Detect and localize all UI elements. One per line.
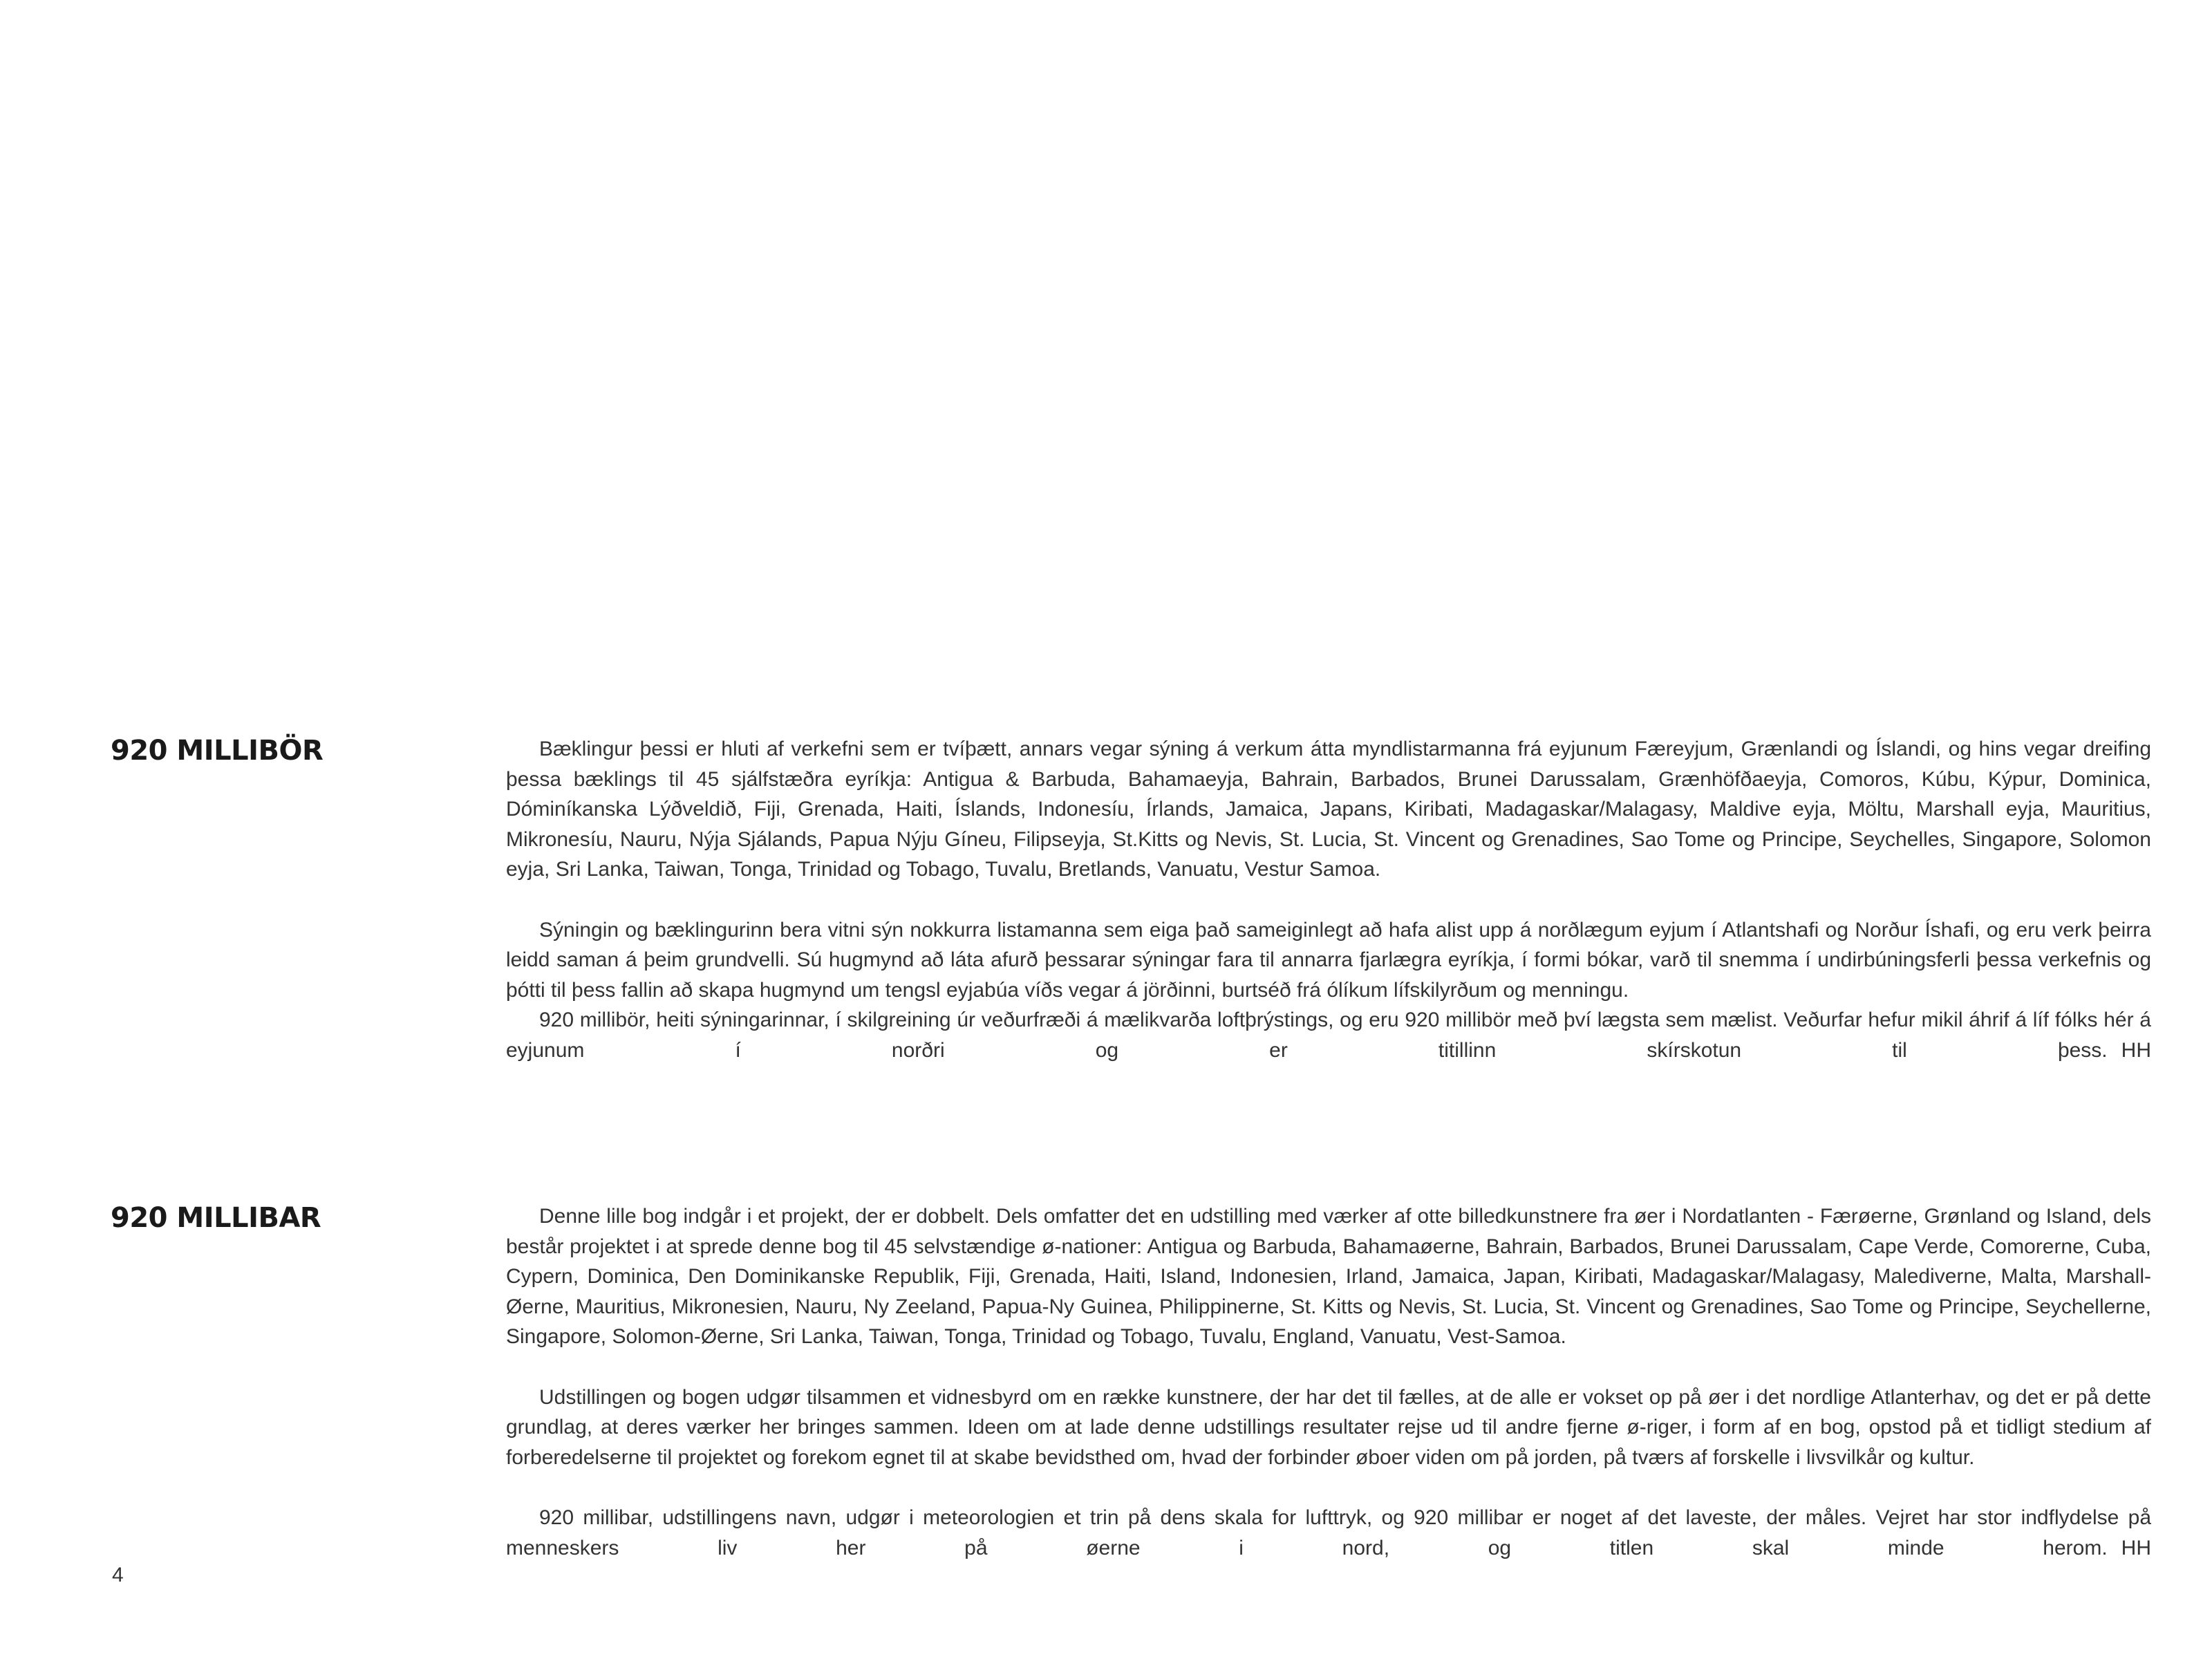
signature: HH [2121,1038,2151,1062]
section-body [506,734,2151,1096]
paragraph: Sýningin og bæklingurinn bera vitni sýn nokkurra listamanna sem eiga það sameiginlegt að hafa alist upp á norðlægum eyjum í Atlantshafi og Norður Íshafi, og eru verk þeirra leidd saman á þeim grundvelli. Sú hugmynd að láta afurð þessarar sýningar fara til annarra fjarlægra eyríkja, í formi bókar, varð til snemma í undirbúningsferli þessa verkefnis og þótti til þess fallin að skapa hugmynd um tengsl eyjabúa víðs vegar á jörðinni, burtséð frá ólíkum lífskilyrðum og menningu. [506,918,2151,1002]
paragraph [506,1503,2151,1593]
paragraph-text: 920 millibör, heiti sýningarinnar, í skilgreining úr veðurfræði á mælikvarða loftþrýstings, og eru 920 millibör með því lægsta sem mælist. Veðurfar hefur mikil áhrif á líf fólks hér á eyjunum í norðri og er titillinn skírskotun til þess. [506,1009,2151,1062]
page-number: 4 [112,1564,124,1586]
section-title: 920 MILLIBAR [111,1202,321,1234]
paragraph [506,1005,2151,1096]
paragraph: Udstillingen og bogen udgør tilsammen et vidnesbyrd om en række kunstnere, der har det til fælles, at de alle er vokset op på øer i det nordlige Atlanterhav, og det er på dette grundlag, at deres værker her bringes sammen. Ideen om at lade denne udstillings resultater rejse ud til andre fjerne ø-riger, i form af en bog, opstod på et tidligt stedium af forberedelserne til projektet og forekom egnet til at skabe bevidsthed om, hvad der forbinder øboer viden om på jorden, på tværs af forskelle i livsvilkår og kultur. [506,1385,2151,1469]
signature: HH [2121,1536,2151,1559]
section-title: 920 MILLIBÖR [111,735,324,767]
section-body [506,1201,2151,1593]
paragraph: Denne lille bog indgår i et projekt, der er dobbelt. Dels omfatter det en udstilling med værker af otte billedkunstnere fra øer i Nordatlanten - Færøerne, Grønland og Island, dels består projektet i at sprede denne bog til 45 selvstændige ø-nationer: Antigua og Barbuda, Bahamaøerne, Bahrain, Barbados, Brunei Darussalam, Cape Verde, Comorerne, Cuba, Cypern, Dominica, Den Dominikanske Republik, Fiji, Grenada, Haiti, Island, Indonesien, Irland, Jamaica, Japan, Kiribati, Madagaskar/Malagasy, Malediverne, Malta, Marshall-Øerne, Mauritius, Mikronesien, Nauru, Ny Zeeland, Papua-Ny Guinea, Philippinerne, St. Kitts og Nevis, St. Lucia, St. Vincent og Grenadines, Sao Tome og Principe, Seychellerne, Singapore, Solomon-Øerne, Sri Lanka, Taiwan, Tonga, Trinidad og Tobago, Tuvalu, England, Vanuatu, Vest-Samoa. [506,1205,2151,1348]
paragraph-text: 920 millibar, udstillingens navn, udgør i meteorologien et trin på dens skala for lufttryk, og 920 millibar er noget af det laveste, der måles. Vejret har stor indflydelse på menneskers liv her på øerne i nord, og titlen skal minde herom. [506,1506,2151,1559]
paragraph: Bæklingur þessi er hluti af verkefni sem er tvíþætt, annars vegar sýning á verkum átta myndlistarmanna frá eyjunum Færeyjum, Grænlandi og Íslandi, og hins vegar dreifing þessa bæklings til 45 sjálfstæðra eyríkja: Antigua & Barbuda, Bahamaeyja, Bahrain, Barbados, Brunei Darussalam, Grænhöfðaeyja, Comoros, Kúbu, Kýpur, Dominica, Dóminíkanska Lýðveldið, Fiji, Grenada, Haiti, Íslands, Indonesíu, Írlands, Jamaica, Japans, Kiribati, Madagaskar/Malagasy, Maldive eyja, Möltu, Marshall eyja, Mauritius, Mikronesíu, Nauru, Nýja Sjálands, Papua Nýju Gíneu, Filipseyja, St.Kitts og Nevis, St. Lucia, St. Vincent og Grenadines, Sao Tome og Principe, Seychelles, Singapore, Solomon eyja, Sri Lanka, Taiwan, Tonga, Trinidad og Tobago, Tuvalu, Bretlands, Vanuatu, Vestur Samoa. [506,738,2151,881]
